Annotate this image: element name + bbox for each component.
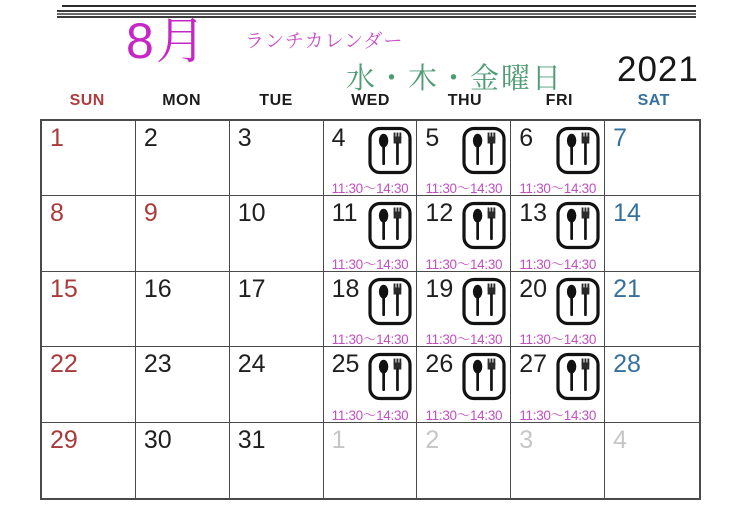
calendar-day-cell — [324, 196, 418, 271]
lunch-time-label: 11:30～14:30 — [425, 332, 503, 348]
spoon-fork-icon — [462, 352, 506, 401]
lunch-time-label: 11:30～14:30 — [331, 181, 409, 197]
day-number: 19 — [425, 274, 454, 303]
day-number: 9 — [143, 199, 158, 228]
lunch-time-label: 11:30～14:30 — [425, 256, 503, 272]
spoon-fork-icon — [556, 277, 600, 326]
calendar-day-cell — [42, 121, 136, 196]
weekday-label-sat: SAT — [637, 92, 670, 109]
calendar-day-cell — [136, 272, 230, 347]
weekday-label-mon: MON — [162, 92, 202, 109]
calendar-day-cell — [42, 423, 136, 498]
day-number: 18 — [331, 274, 360, 303]
calendar-day-cell — [605, 121, 699, 196]
day-number: 26 — [425, 350, 454, 379]
calendar-day-cell — [42, 347, 136, 422]
calendar-day-cell — [417, 121, 511, 196]
day-number: 28 — [613, 350, 641, 379]
lunch-time-label: 11:30～14:30 — [519, 332, 597, 348]
lunch-time-label: 11:30～14:30 — [331, 407, 409, 423]
day-number: 22 — [50, 350, 78, 379]
weekday-label-tue: TUE — [259, 92, 293, 109]
lunch-time-label: 11:30～14:30 — [519, 256, 597, 272]
calendar-day-cell — [230, 196, 324, 271]
day-number: 21 — [613, 274, 641, 303]
day-number: 7 — [613, 124, 628, 152]
calendar-grid — [40, 119, 701, 500]
calendar-day-cell — [324, 347, 418, 422]
lunch-time-label: 11:30～14:30 — [519, 407, 597, 423]
day-number: 13 — [519, 199, 548, 228]
calendar-day-cell — [417, 272, 511, 347]
spoon-fork-icon — [368, 201, 412, 250]
day-number: 6 — [519, 124, 534, 152]
lunch-time-label: 11:30～14:30 — [331, 332, 409, 348]
weekday-label-wed: WED — [351, 92, 390, 109]
lunch-time-label: 11:30～14:30 — [425, 407, 503, 423]
calendar-day-cell — [511, 196, 605, 271]
spoon-fork-icon — [368, 352, 412, 401]
calendar-day-cell — [136, 423, 230, 498]
day-number: 10 — [237, 199, 266, 228]
spoon-fork-icon — [556, 352, 600, 401]
day-number: 27 — [519, 350, 548, 379]
day-number: 12 — [425, 199, 454, 228]
calendar-day-cell — [230, 347, 324, 422]
lunch-time-label: 11:30～14:30 — [425, 181, 503, 197]
spoon-fork-icon — [556, 126, 600, 175]
calendar-day-cell — [417, 423, 511, 498]
calendar-day-cell — [605, 272, 699, 347]
lunch-time-label: 11:30～14:30 — [519, 181, 597, 197]
weekday-label-fri: FRI — [545, 92, 573, 109]
day-number: 16 — [143, 274, 172, 303]
calendar-day-cell — [42, 196, 136, 271]
calendar-day-cell — [136, 196, 230, 271]
top-rule — [62, 5, 696, 7]
day-number: 20 — [519, 274, 548, 303]
open-days-note: 水・木・金曜日 — [346, 63, 564, 95]
day-number: 1 — [331, 425, 346, 454]
top-rule-group-line-1 — [57, 10, 696, 12]
day-number: 30 — [143, 425, 172, 454]
spoon-fork-icon — [462, 126, 506, 175]
calendar-day-cell — [417, 196, 511, 271]
calendar-day-cell — [605, 347, 699, 422]
calendar-day-cell — [136, 121, 230, 196]
calendar-day-cell — [605, 196, 699, 271]
calendar-day-cell — [324, 423, 418, 498]
spoon-fork-icon — [462, 201, 506, 250]
year-label: 2021 — [617, 50, 699, 89]
day-number: 3 — [519, 425, 534, 454]
calendar-day-cell — [511, 423, 605, 498]
day-number: 17 — [237, 274, 266, 303]
day-number: 2 — [143, 124, 158, 152]
weekday-label-thu: THU — [447, 92, 483, 109]
calendar-day-cell — [324, 121, 418, 196]
month-title: 8月 — [126, 13, 208, 69]
spoon-fork-icon — [462, 277, 506, 326]
calendar-day-cell — [605, 423, 699, 498]
calendar-day-cell — [324, 272, 418, 347]
calendar-day-cell — [511, 347, 605, 422]
day-number: 15 — [50, 274, 78, 303]
weekday-label-sun: SUN — [69, 92, 105, 109]
day-number: 11 — [331, 199, 358, 228]
day-number: 29 — [50, 425, 78, 454]
calendar-day-cell — [511, 272, 605, 347]
weekday-header-row — [40, 92, 701, 110]
day-number: 3 — [237, 124, 252, 152]
day-number: 8 — [50, 199, 64, 228]
day-number: 14 — [613, 199, 641, 228]
day-number: 24 — [237, 350, 266, 379]
day-number: 31 — [237, 425, 266, 454]
day-number: 4 — [331, 124, 346, 152]
lunch-time-label: 11:30～14:30 — [331, 256, 409, 272]
spoon-fork-icon — [368, 277, 412, 326]
day-number: 25 — [331, 350, 360, 379]
day-number: 1 — [50, 124, 64, 152]
calendar-day-cell — [230, 121, 324, 196]
spoon-fork-icon — [368, 126, 412, 175]
day-number: 5 — [425, 124, 440, 152]
calendar-day-cell — [136, 347, 230, 422]
calendar-subtitle: ランチカレンダー — [245, 31, 404, 52]
calendar-day-cell — [42, 272, 136, 347]
spoon-fork-icon — [556, 201, 600, 250]
calendar-day-cell — [230, 272, 324, 347]
day-number: 2 — [425, 425, 440, 454]
calendar-day-cell — [417, 347, 511, 422]
calendar-day-cell — [511, 121, 605, 196]
day-number: 23 — [143, 350, 172, 379]
day-number: 4 — [613, 425, 628, 454]
calendar-day-cell — [230, 423, 324, 498]
